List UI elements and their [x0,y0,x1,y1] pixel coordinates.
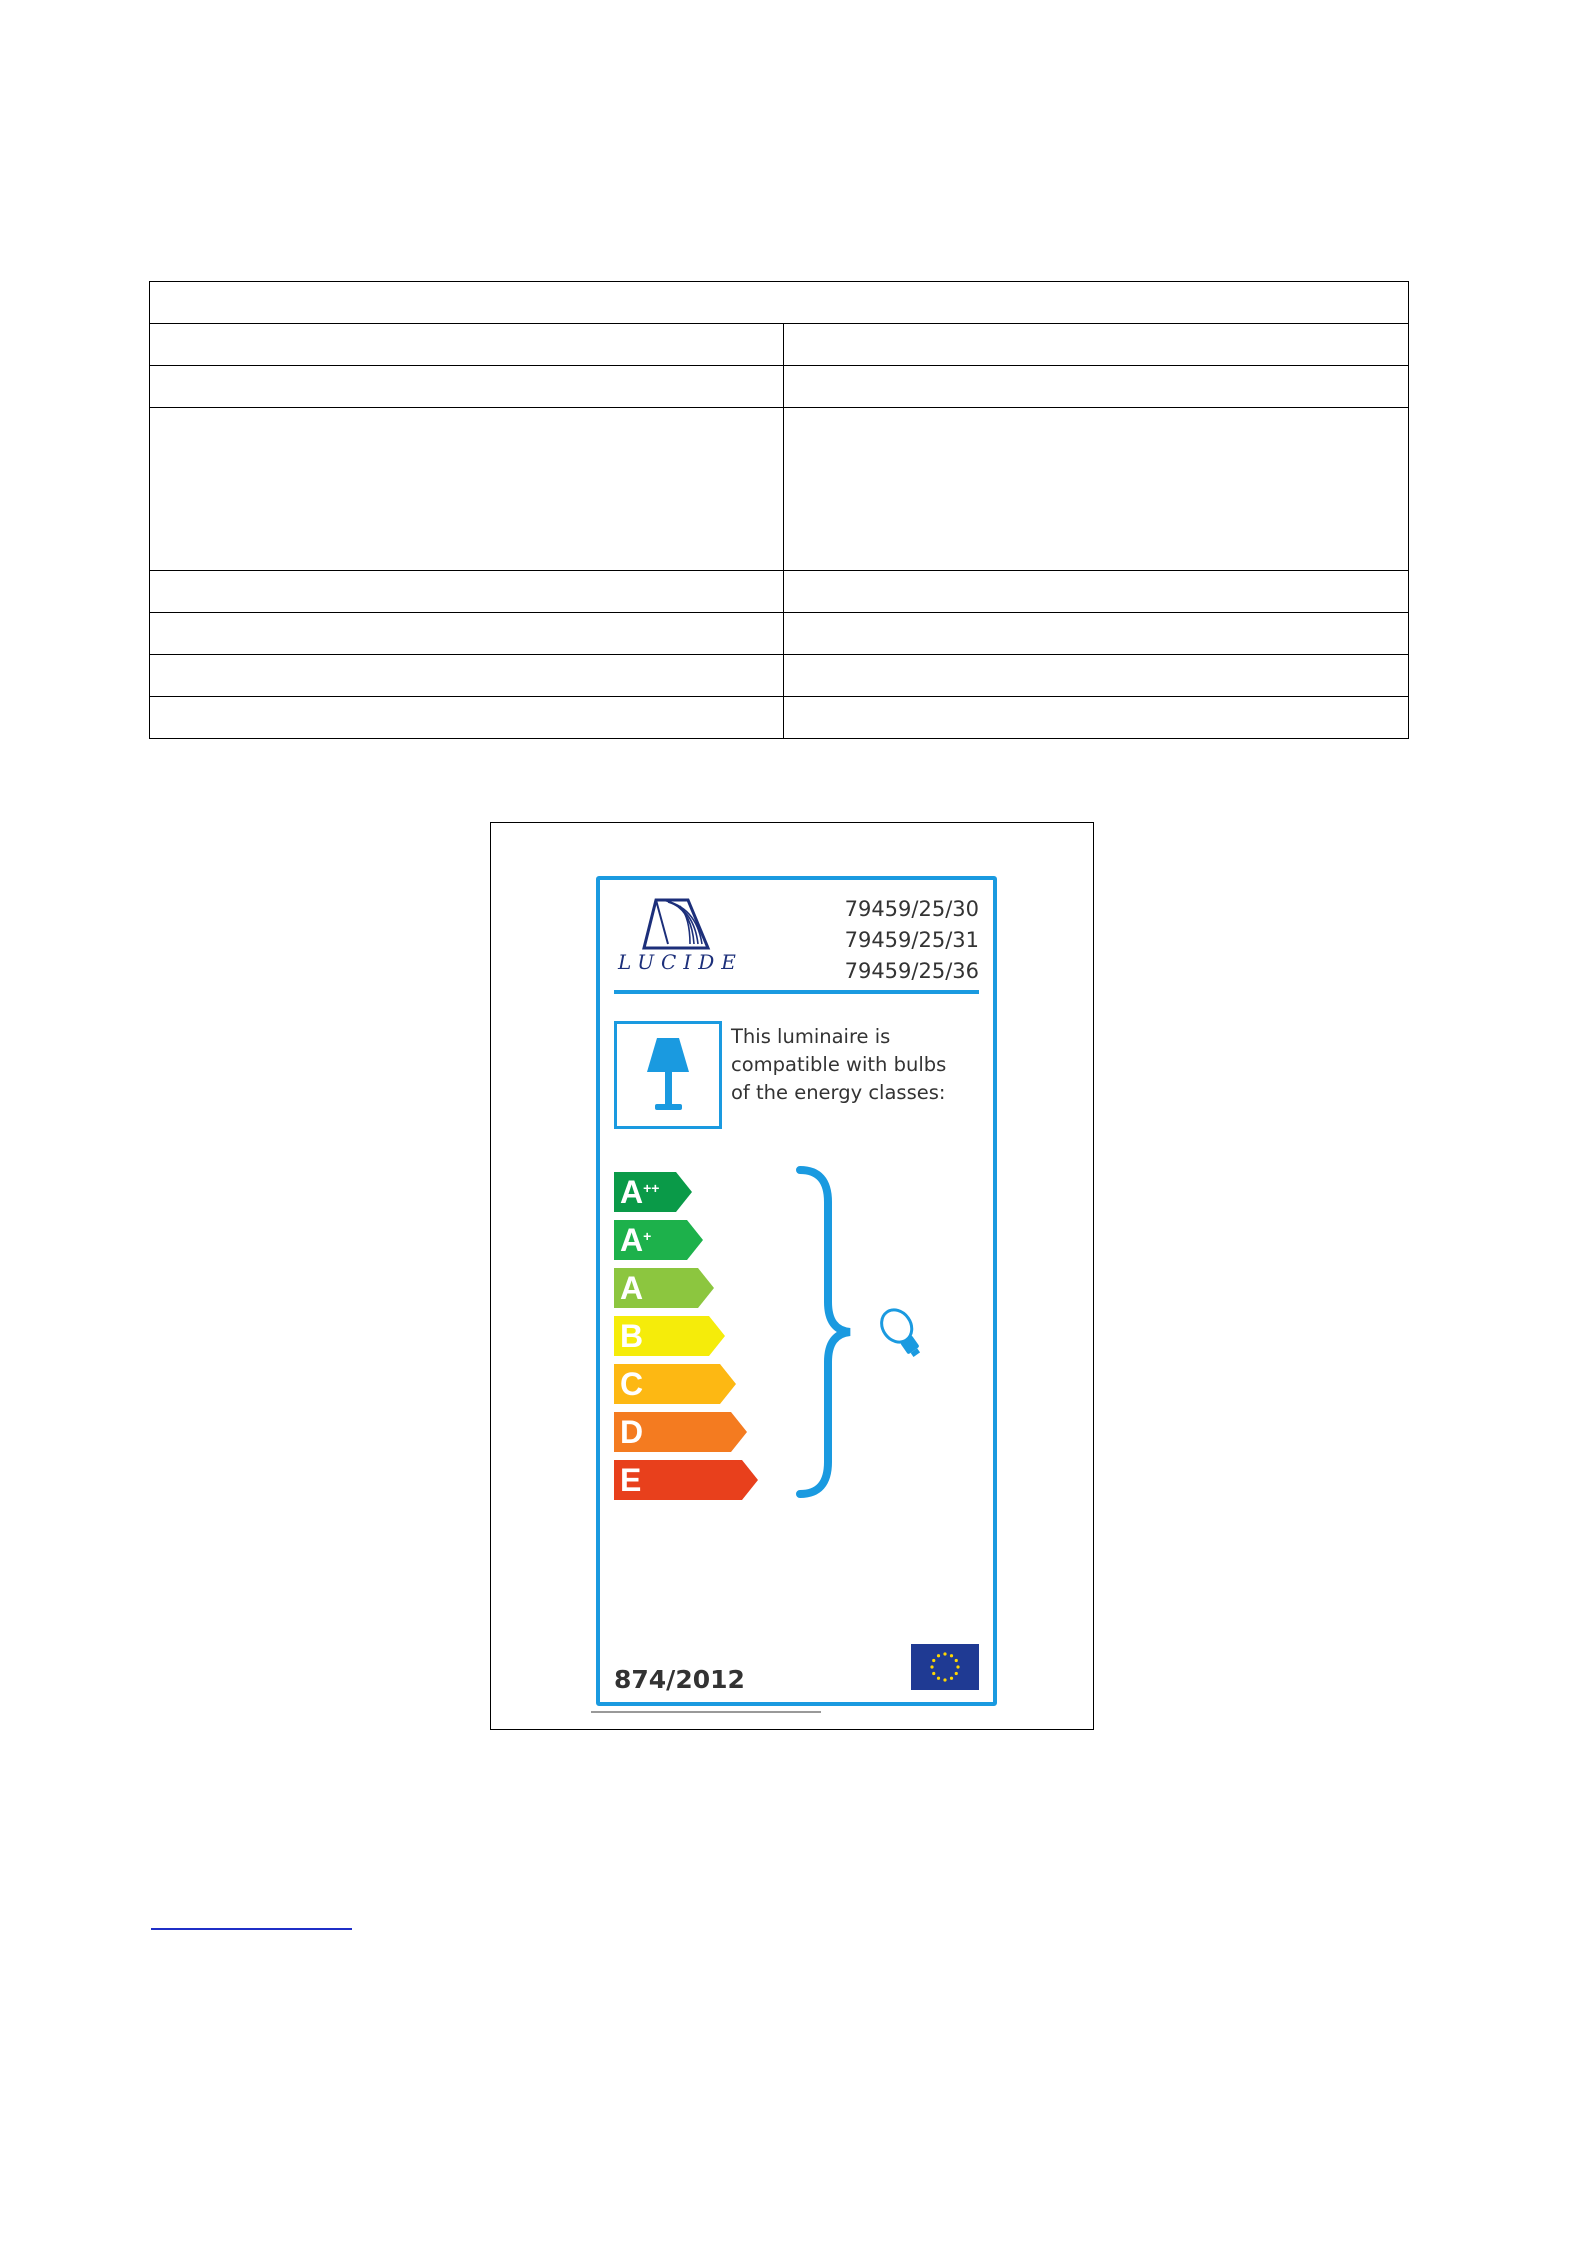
table-cell [150,571,784,613]
energy-class-letter: E [620,1462,642,1498]
spec-table [149,281,1409,739]
eu-star [950,1677,953,1680]
table-cell [150,697,784,739]
energy-label-frame [490,822,1094,1730]
regulation-number: 874/2012 [614,1665,745,1694]
eu-star [930,1665,933,1668]
model-number: 79459/25/31 [844,928,979,952]
energy-class-letter: C [620,1366,644,1402]
table-cell [150,324,784,366]
hyperlink-underline[interactable] [151,1928,352,1930]
eu-star [943,1652,946,1655]
eu-star [943,1678,946,1681]
table-cell [784,697,1409,739]
compat-line: This luminaire is [731,1025,891,1048]
table-cell [150,366,784,408]
table-cell [784,571,1409,613]
table-cell [784,324,1409,366]
eu-star [932,1672,935,1675]
eu-star [950,1654,953,1657]
eu-star [937,1677,940,1680]
energy-class-arrow [614,1220,651,1260]
table-cell [784,408,1409,571]
compat-line: compatible with bulbs [731,1053,947,1076]
brand-name: LUCIDE [618,950,743,974]
lamp-icon-box [614,1021,722,1129]
compat-line: of the energy classes: [731,1081,946,1104]
energy-class-arrow [614,1460,641,1500]
energy-class-arrow [614,1364,643,1404]
eu-star [955,1659,958,1662]
label-underline [591,1711,821,1713]
energy-class-letter: A [620,1270,644,1306]
energy-class-letter: A+ [620,1222,652,1258]
model-numbers [845,894,979,987]
curly-bracket-icon [790,1162,860,1502]
eu-star [937,1654,940,1657]
energy-class-arrow [614,1268,643,1308]
energy-class-arrow [614,1412,643,1452]
table-cell [784,655,1409,697]
table-cell [150,408,784,571]
energy-class-arrow [614,1316,643,1356]
eu-star [956,1665,959,1668]
compatibility-text [731,1023,981,1107]
model-number: 79459/25/36 [844,959,979,983]
energy-class-letter: D [620,1414,644,1450]
energy-label [596,876,997,1706]
table-cell [784,366,1409,408]
eu-star [932,1659,935,1662]
table-cell [784,613,1409,655]
energy-class-letter: A++ [620,1174,660,1210]
eu-star [955,1672,958,1675]
energy-class-arrow [614,1172,659,1212]
light-bulb-icon [868,1300,938,1370]
table-lamp-icon [617,1024,719,1126]
model-number: 79459/25/30 [844,897,979,921]
table-header-row [150,282,1409,324]
eu-flag-icon [911,1644,979,1690]
header-divider [614,990,979,994]
table-cell [150,613,784,655]
table-cell [150,655,784,697]
energy-class-letter: B [620,1318,644,1354]
